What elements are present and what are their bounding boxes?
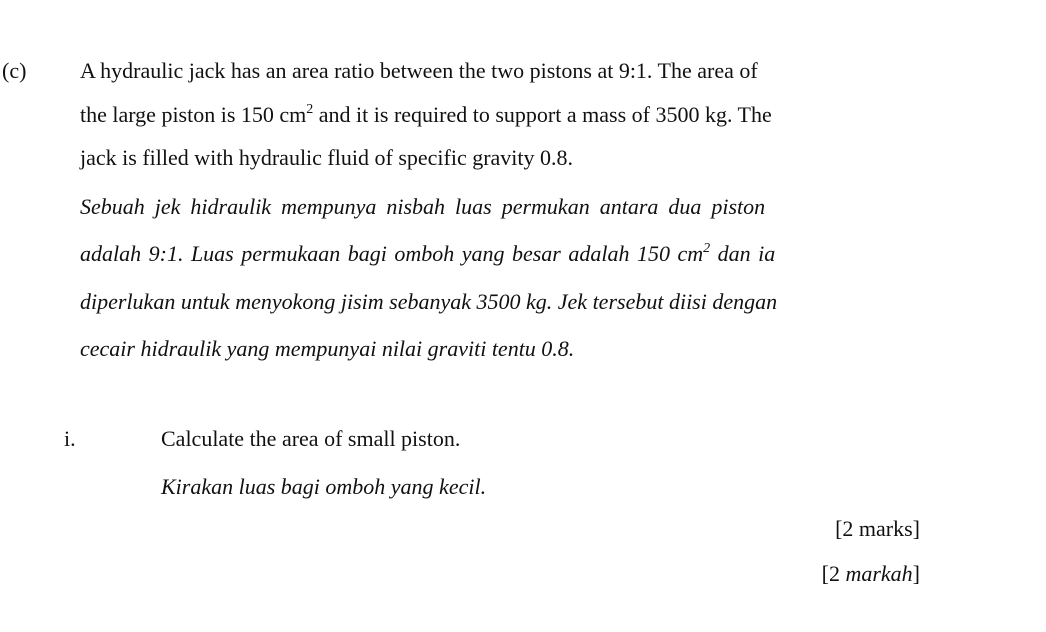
marks-bracket-close: ] [912,516,920,541]
superscript-2: 2 [306,102,314,117]
marks-english [835,518,920,540]
superscript-2: 2 [703,241,711,256]
marks-malay [822,563,920,585]
markah-bracket-open: [2 [821,561,846,586]
subquestion-english: Calculate the area of small piston. [161,426,461,451]
subquestion-malay: Kirakan luas bagi omboh yang kecil. [161,474,487,499]
question-english-line-3: jack is filled with hydraulic fluid of specific gravity 0.8. [80,145,574,170]
markah-word: markah [845,561,913,586]
question-malay-line-2-text: adalah 9:1. Luas permukaan bagi omboh yang besar adalah 150 cm [80,241,704,266]
question-english-line-2-text: the large piston is 150 cm [80,102,307,127]
question-malay-line-2-text-end: dan ia [710,241,776,266]
subquestion-label: i. [64,426,76,451]
question-malay-line-2 [80,243,775,265]
question-english-line-2-text-end: and it is required to support a mass of 3500 kg. The [313,102,772,127]
question-english-line-2 [80,104,772,126]
markah-bracket-close: ] [912,561,920,586]
marks-word: marks [858,516,913,541]
question-label: (c) [2,58,27,83]
question-english-line-1: A hydraulic jack has an area ratio between the two pistons at 9:1. The area of [80,58,758,83]
question-malay-line-3: diperlukan untuk menyokong jisim sebanyak 3500 kg. Jek tersebut diisi dengan [80,289,778,314]
question-malay-line-4: cecair hidraulik yang mempunyai nilai graviti tentu 0.8. [80,336,575,361]
marks-bracket-open: [2 [835,516,859,541]
question-malay-line-1: Sebuah jek hidraulik mempunya nisbah luas permukan antara dua piston [80,194,766,219]
